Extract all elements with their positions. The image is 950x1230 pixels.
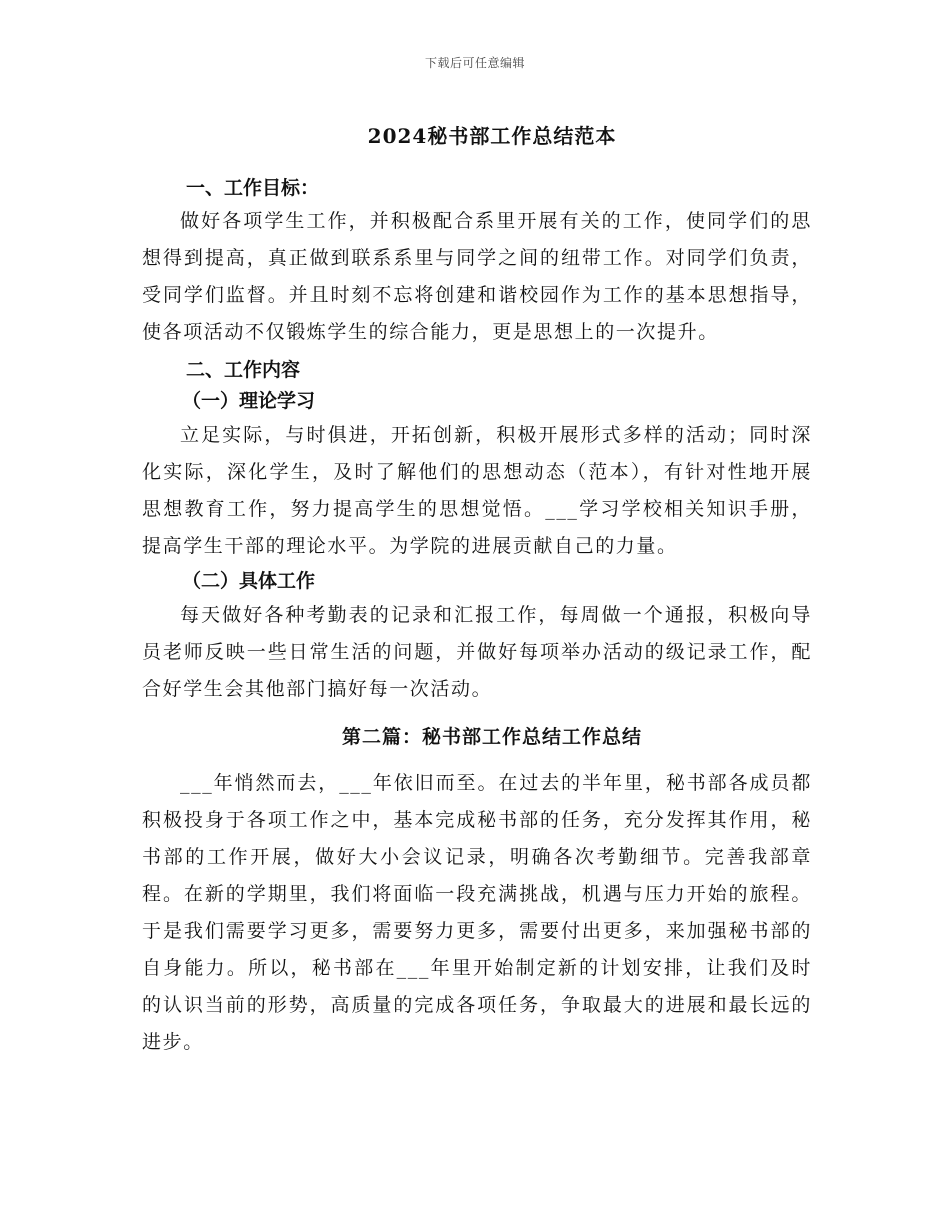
content-heading: 二、工作内容 bbox=[186, 359, 301, 381]
goal-paragraph: 做好各项学生工作，并积极配合系里开展有关的工作，使同学们的思想得到提高，真正做到联系系里与同学之间的纽带工作。对同学们负责，受同学们监督。并且时刻不忘将创建和谐校园作为工作的基本思想指导，使各项活动不仅锻炼学生的综合能力，更是思想上的一次提升。 bbox=[142, 210, 812, 343]
header-note: 下载后可任意编辑 bbox=[424, 56, 525, 70]
document-body bbox=[142, 120, 812, 1061]
theory-paragraph: 立足实际，与时俱进，开拓创新，积极开展形式多样的活动；同时深化实际，深化学生，及时了解他们的思想动态（范本），有针对性地开展思想教育工作，努力提高学生的思想觉悟。___学习学校相关知识手册，提高学生干部的理论水平。为学院的进展贡献自己的力量。 bbox=[142, 424, 812, 557]
work-paragraph: 每天做好各种考勤表的记录和汇报工作，每周做一个通报，积极向导员老师反映一些日常生活的问题，并做好每项举办活动的级记录工作，配合好学生会其他部门搞好每一次活动。 bbox=[142, 604, 812, 700]
part2-paragraph: ___年悄然而去，___年依旧而至。在过去的半年里，秘书部各成员都积极投身于各项工作之中，基本完成秘书部的任务，充分发挥其作用，秘书部的工作开展，做好大小会议记录，明确各次考勤细节。完善我部章程。在新的学期里，我们将面临一段充满挑战，机遇与压力开始的旅程。于是我们需要学习更多，需要努力更多，需要付出更多，来加强秘书部的自身能力。所以，秘书部在___年里开始制定新的计划安排，让我们及时的认识当前的形势，高质量的完成各项任务，争取最大的进展和最长远的进步。 bbox=[142, 772, 812, 1053]
part2-title: 第二篇：秘书部工作总结工作总结 bbox=[341, 726, 642, 748]
work-heading: （二）具体工作 bbox=[182, 570, 316, 592]
goal-heading: 一、工作目标： bbox=[186, 177, 320, 199]
theory-heading: （一）理论学习 bbox=[182, 390, 316, 412]
document-title: 2024秘书部工作总结范本 bbox=[367, 124, 617, 148]
